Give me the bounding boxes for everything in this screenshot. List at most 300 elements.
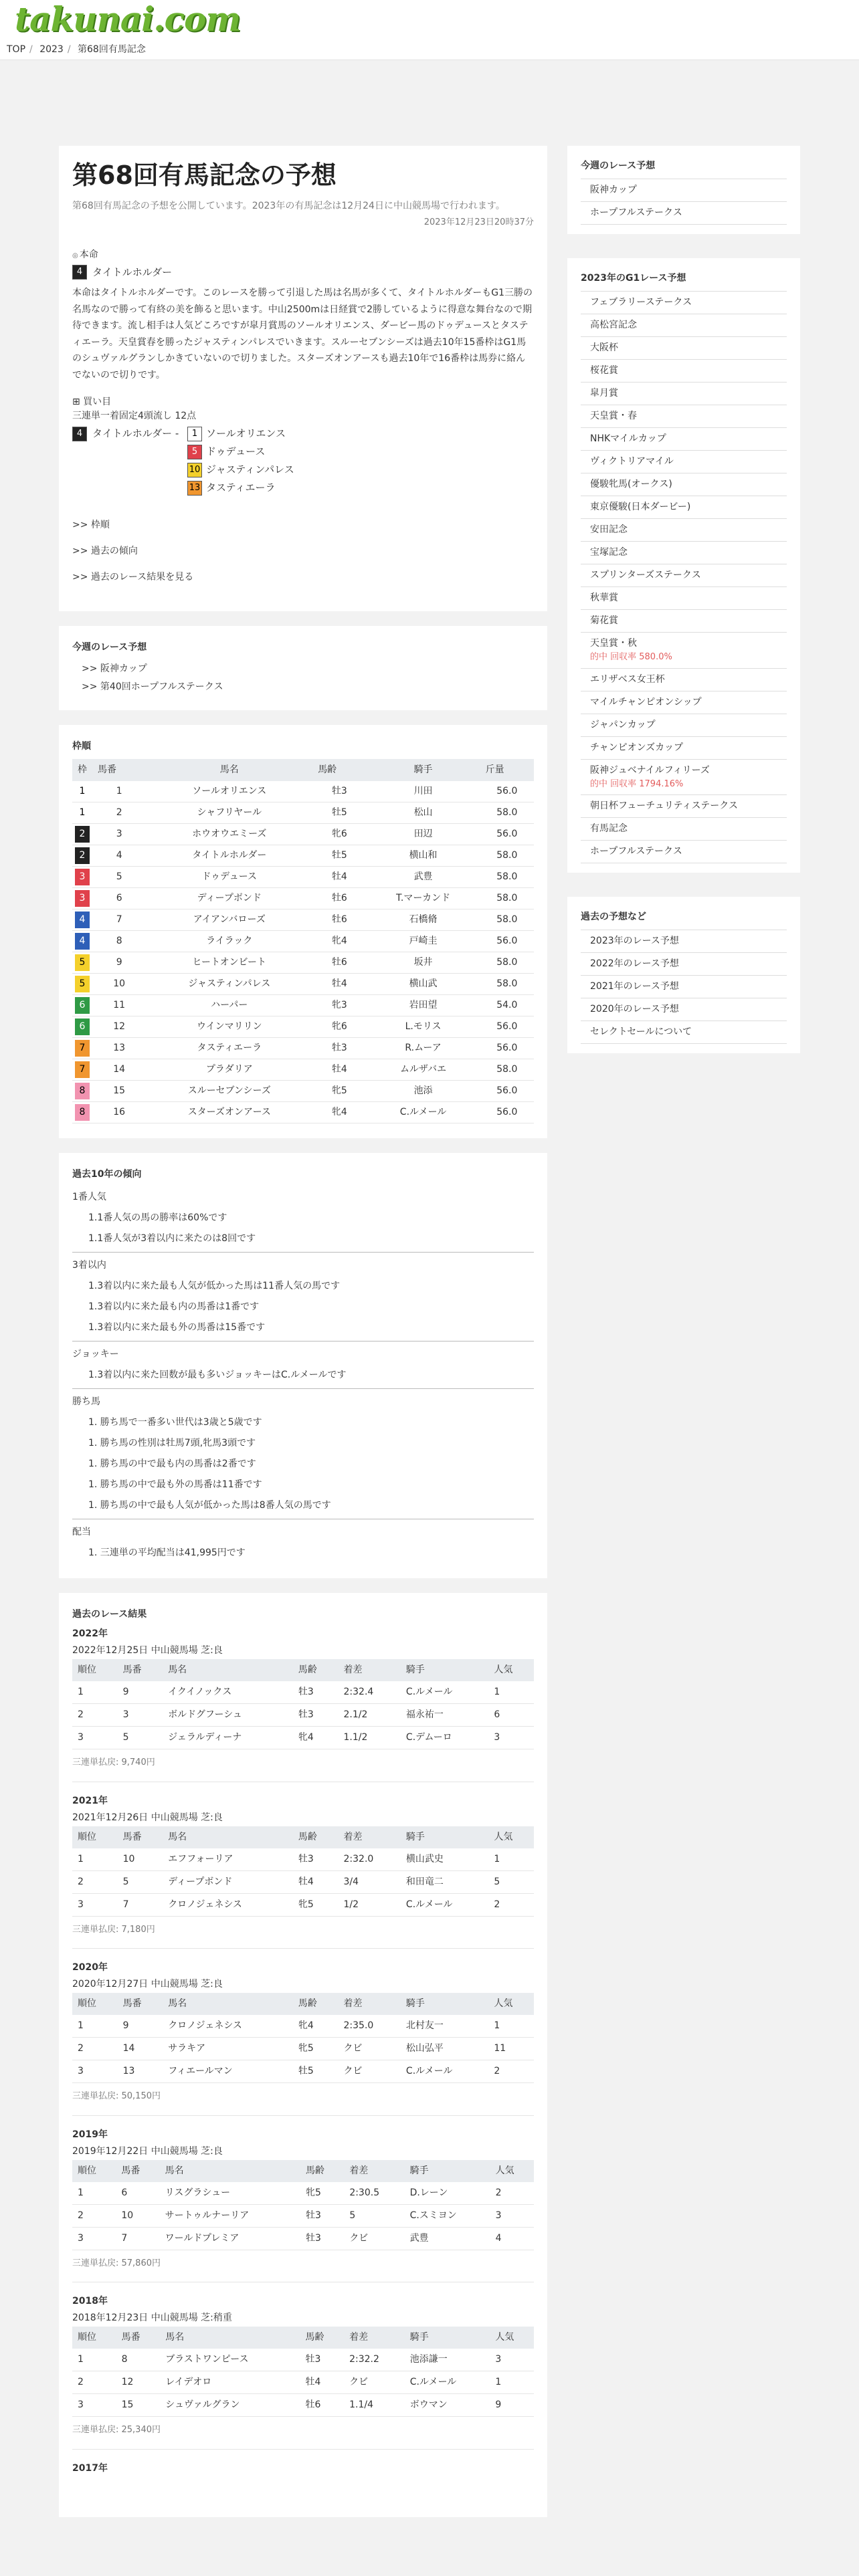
sidebar-link[interactable]: ホープフルステークス [590, 207, 682, 218]
sidebar-item [581, 795, 787, 818]
sidebar-item [581, 519, 787, 542]
table-cell: C.スミヨン [405, 2204, 490, 2227]
waku-cell [72, 888, 92, 909]
column-header: 人気 [490, 2160, 534, 2182]
waku-cell [72, 824, 92, 845]
table-cell: 7 [116, 2227, 159, 2250]
breadcrumb: TOP / 2023 / 第68回有馬記念 [0, 39, 859, 60]
table-cell: 2 [72, 2204, 116, 2227]
horse-age: 牝4 [312, 931, 366, 952]
jockey: 池添 [367, 1081, 480, 1102]
table-row [72, 1870, 534, 1893]
table-cell: クロノジェネシス [163, 2015, 293, 2038]
column-header: 馬番 [116, 2160, 159, 2182]
table-cell: サートゥルナーリア [160, 2204, 300, 2227]
jockey: 横山和 [367, 845, 480, 867]
horse-age: 牡3 [312, 1038, 366, 1059]
weight: 58.0 [480, 952, 534, 974]
table-cell: 池添謙一 [405, 2349, 490, 2371]
table-cell: 3 [488, 1727, 534, 1749]
table-cell: 牡4 [300, 2371, 345, 2394]
column-header: 馬番 [118, 1826, 163, 1848]
buy-opponent: 13 タスティエーラ [187, 480, 276, 496]
results-table [72, 1659, 534, 1749]
year-block [72, 2128, 534, 2283]
year-title: 2021年 [72, 1795, 108, 1806]
table-cell: 牡5 [293, 2060, 339, 2083]
table-row [72, 1081, 534, 1102]
table-cell: 牡4 [293, 1870, 339, 1893]
table-cell: 牡3 [300, 2349, 345, 2371]
column-header: 着差 [344, 2327, 405, 2349]
buy-axis: 4 タイトルホルダー - [72, 426, 179, 441]
sidebar-item [581, 564, 787, 587]
table-cell: 牡3 [293, 1704, 339, 1727]
divider [72, 1388, 534, 1389]
race-meta: 2021年12月26日 中山競馬場 芝:良 [72, 1812, 223, 1823]
trend-category: 勝ち馬 [72, 1396, 100, 1408]
results-table [72, 2327, 534, 2417]
table-row [72, 2227, 534, 2250]
sidebar-link[interactable]: セレクトセールについて [590, 1027, 692, 1037]
trend-item: 1.3着以内に来た最も人気が低かった馬は11番人気の馬です [88, 1281, 341, 1292]
weight: 58.0 [480, 909, 534, 931]
column-header: 人気 [488, 1826, 534, 1848]
table-cell: D.レーン [405, 2182, 490, 2205]
column-header: 馬名 [160, 2160, 300, 2182]
sidebar-item [581, 998, 787, 1021]
sidebar-link[interactable]: 桜花賞 [590, 365, 618, 376]
link-past-results[interactable]: >> 過去のレース結果を見る [72, 572, 194, 583]
table-cell: ボウマン [405, 2394, 490, 2417]
article-body: 本命はタイトルホルダーです。このレースを勝って引退した馬は名馬が多くて、タイトルホルダーもG1三勝の名馬なので勝って有終の美を飾ると思います。中山2500mは日経賞で2勝しているように得意な舞台なので期待できます。流し相手は人気どころですが皐月賞馬のソールオリエンス、ダービー馬のドゥデュースとタスティエーラ。天皇賞春を勝ったジャスティンパレスでいきます。スルーセブンシーズは過去10年15番枠はG1馬のシュヴァルグランしかきていないので切りました。スターズオンアースも過去10年で16番枠は馬券に絡んでないので切りです。 [72, 288, 533, 381]
sidebar-item [581, 818, 787, 841]
results-title: 過去のレース結果 [72, 1609, 147, 1620]
column-header: 人気 [488, 1993, 534, 2015]
sidebar-item [581, 610, 787, 633]
sidebar-link[interactable]: 有馬記念 [590, 823, 628, 834]
weight: 58.0 [480, 802, 534, 824]
table-cell: 7 [118, 1893, 163, 1916]
sidebar-item [581, 737, 787, 760]
jockey: 川田 [367, 781, 480, 802]
sidebar-item [581, 841, 787, 863]
table-row [72, 909, 534, 931]
sidebar-link[interactable]: 朝日杯フューチュリティステークス [590, 800, 739, 811]
waku-cell [72, 909, 92, 931]
horse-name: ソールオリエンス [146, 781, 312, 802]
sidebar-link[interactable]: 2023年のレース予想 [590, 936, 679, 946]
table-row [72, 931, 534, 952]
weight: 56.0 [480, 1038, 534, 1059]
table-row [72, 867, 534, 888]
table-cell: クビ [344, 2371, 405, 2394]
horse-number: 15 [92, 1081, 146, 1102]
table-cell: 14 [118, 2038, 163, 2060]
buy-opponent: 1 ソールオリエンス [187, 426, 286, 441]
link-waku[interactable]: >> 枠順 [72, 520, 110, 531]
table-row [72, 1893, 534, 1916]
honmei-heading: ◎ 本命 [72, 249, 98, 260]
horse-name: スルーセブンシーズ [146, 1081, 312, 1102]
table-row [72, 2349, 534, 2371]
sidebar-link[interactable]: 優駿牝馬(オークス) [590, 479, 672, 490]
table-row [72, 1038, 534, 1059]
table-row [72, 1848, 534, 1871]
column-header: 着差 [339, 1993, 401, 2015]
table-row [72, 2182, 534, 2205]
trends-title: 過去10年の傾向 [72, 1169, 142, 1180]
table-row [72, 2204, 534, 2227]
table-cell: C.ルメール [405, 2371, 490, 2394]
table-row [72, 2394, 534, 2417]
table-cell: 3 [490, 2204, 534, 2227]
column-header: 順位 [72, 1993, 118, 2015]
table-cell: 3 [118, 1704, 163, 1727]
table-cell: 2:35.0 [339, 2015, 401, 2038]
sidebar-g1: 2023年のG1レース予想 フェブラリーステークス 高松宮記念 大阪杯 桜花賞 皐月賞 天皇賞・春 NHKマイルカップ ヴィクトリアマイル 優駿牝馬(オークス) 東京優駿(日本ダービー) 安田記念 宝塚記念 スプリンターズステークス 秋華賞 菊花賞 天皇賞・秋 的中 回収率 580.0% エリザベス女王杯 マイルチャンピオンシップ ジャパンカップ チャンピオンズカップ 阪神ジュベナイルフィリーズ 的中 回収率 1794.16% 朝日杯フューチュリティステークス 有馬記念 ホープフルステークス [567, 258, 800, 873]
sidebar-link[interactable]: エリザベス女王杯 [590, 673, 665, 685]
waku-badge: 4 [75, 933, 90, 950]
jockey: 武豊 [367, 867, 480, 888]
sidebar-link[interactable]: 2020年のレース予想 [590, 1004, 679, 1014]
table-cell: 3 [72, 2227, 116, 2250]
table-cell: 1 [488, 1848, 534, 1871]
race-meta: 2022年12月25日 中山競馬場 芝:良 [72, 1645, 223, 1656]
table-cell: 1 [488, 1681, 534, 1704]
race-meta: 2018年12月23日 中山競馬場 芝:稍重 [72, 2313, 232, 2324]
results-table [72, 2160, 534, 2250]
sidebar-link[interactable]: 秋華賞 [590, 593, 618, 603]
sidebar-link[interactable]: 阪神ジュベナイルフィリーズ [590, 764, 710, 776]
weight: 54.0 [480, 995, 534, 1016]
sidebar-link[interactable]: ジャパンカップ [590, 719, 656, 730]
jockey: 坂井 [367, 952, 480, 974]
sidebar-link[interactable]: スプリンターズステークス [590, 570, 701, 580]
weekly-link[interactable]: >> 阪神カップ [82, 663, 147, 675]
column-header: 馬齢 [300, 2160, 344, 2182]
table-cell: ボルドグフーシュ [163, 1704, 293, 1727]
site-logo[interactable]: takunai.com [15, 0, 241, 39]
waku-badge: 7 [75, 1040, 90, 1057]
table-cell: 牡3 [293, 1848, 339, 1871]
table-row [72, 1704, 534, 1727]
sidebar-link[interactable]: 菊花賞 [590, 615, 618, 626]
table-cell: 牝5 [300, 2182, 344, 2205]
horse-number: 7 [92, 909, 146, 931]
horse-name: ホウオウエミーズ [146, 824, 312, 845]
sidebar-link[interactable]: 2021年のレース予想 [590, 981, 679, 992]
table-cell: 牝5 [293, 2038, 339, 2060]
column-header: 順位 [72, 1659, 118, 1681]
sidebar-link[interactable]: ヴィクトリアマイル [590, 456, 674, 467]
column-header: 着差 [339, 1826, 401, 1848]
trend-item: 1. 勝ち馬の性別は牡馬7頭,牝馬3頭です [88, 1438, 256, 1449]
sidebar-link[interactable]: フェブラリーステークス [590, 297, 692, 308]
table-cell: 牝4 [293, 2015, 339, 2038]
waku-badge: 5 [75, 954, 90, 971]
horse-number: 16 [92, 1102, 146, 1123]
waku-cell [72, 802, 92, 824]
table-row [72, 1016, 534, 1038]
waku-cell [72, 952, 92, 974]
weight: 56.0 [480, 1102, 534, 1123]
table-cell: 9 [490, 2394, 534, 2417]
waku-badge: 5 [75, 976, 90, 992]
table-cell: 福永祐一 [401, 1704, 488, 1727]
column-header: 順位 [72, 1826, 118, 1848]
table-cell: 13 [118, 2060, 163, 2083]
waku-cell [72, 974, 92, 995]
column-header: 馬名 [163, 1659, 293, 1681]
column-header: 馬齢 [300, 2327, 345, 2349]
table-cell: クビ [339, 2060, 401, 2083]
sidebar-link[interactable]: 大阪杯 [590, 342, 618, 353]
article-timestamp: 2023年12月23日20時37分 [423, 217, 534, 228]
jockey: T.マーカンド [367, 888, 480, 909]
year-block [72, 1961, 534, 2116]
waku-title: 枠順 [72, 741, 91, 752]
trend-item: 1. 勝ち馬で一番多い世代は3歳と5歳です [88, 1417, 262, 1428]
table-cell: 1/2 [339, 1893, 401, 1916]
table-cell: 1 [72, 2182, 116, 2205]
table-cell: シュヴァルグラン [160, 2394, 300, 2417]
horse-name: ドゥデュース [146, 867, 312, 888]
table-cell: イクイノックス [163, 1681, 293, 1704]
sidebar-link[interactable]: 東京優駿(日本ダービー) [590, 502, 691, 512]
table-cell: 2:32.4 [339, 1681, 401, 1704]
table-cell: 5 [344, 2204, 404, 2227]
buy-heading: ⊞ 買い目 [72, 397, 112, 408]
site-header [0, 0, 859, 39]
table-cell: 11 [488, 2038, 534, 2060]
sidebar-item [581, 383, 787, 405]
article-lead: 第68回有馬記念の予想を公開しています。2023年の有馬記念は12月24日に中山競馬場で行われます。 [72, 200, 505, 211]
table-cell: ディープボンド [163, 1870, 293, 1893]
sidebar-link[interactable]: 宝塚記念 [590, 547, 628, 558]
sidebar-item [581, 587, 787, 610]
trends-card [59, 1153, 547, 1578]
sidebar-item [581, 930, 787, 953]
breadcrumb-year[interactable]: 2023 [39, 44, 64, 55]
waku-badge: 3 [75, 890, 90, 907]
table-cell: 牡3 [300, 2204, 344, 2227]
trend-category: ジョッキー [72, 1349, 119, 1360]
trend-item: 1. 三連単の平均配当は41,995円です [88, 1547, 246, 1559]
waku-cell [72, 995, 92, 1016]
table-cell: C.ルメール [401, 1893, 488, 1916]
table-header [72, 2160, 534, 2182]
table-cell: 2 [488, 1893, 534, 1916]
sidebar-link[interactable]: ホープフルステークス [590, 846, 682, 857]
sidebar-link[interactable]: 皐月賞 [590, 388, 618, 399]
horse-number: 3 [92, 824, 146, 845]
table-cell: 3 [72, 1893, 118, 1916]
divider [72, 1252, 534, 1253]
race-meta: 2020年12月27日 中山競馬場 芝:良 [72, 1979, 223, 1990]
table-cell: 1 [488, 2015, 534, 2038]
link-trends[interactable]: >> 過去の傾向 [72, 546, 138, 557]
sidebar-link[interactable]: 阪神カップ [590, 185, 637, 195]
waku-badge: 4 [75, 911, 90, 928]
horse-name: ウインマリリン [146, 1016, 312, 1038]
table-cell: 8 [116, 2349, 161, 2371]
sidebar-item [581, 542, 787, 564]
horse-name: タスティエーラ [146, 1038, 312, 1059]
column-header: 順位 [72, 2160, 116, 2182]
sidebar-link[interactable]: 天皇賞・秋 [590, 638, 637, 649]
buy-opponent: 5 ドゥデュース [187, 444, 265, 459]
sidebar-link[interactable]: 高松宮記念 [590, 320, 637, 330]
waku-card [59, 725, 547, 1138]
weight: 56.0 [480, 1081, 534, 1102]
jockey: L.モリス [367, 1016, 480, 1038]
table-cell: 1 [490, 2371, 534, 2394]
horse-number: 13 [92, 1038, 146, 1059]
table-cell: 2 [72, 1704, 118, 1727]
sidebar-link[interactable]: 天皇賞・春 [590, 411, 637, 421]
table-cell: 10 [116, 2204, 159, 2227]
payout: 三連単払戻: 50,150円 [72, 2091, 161, 2102]
sidebar [567, 146, 800, 1077]
table-cell: クビ [339, 2038, 401, 2060]
waku-cell [72, 1016, 92, 1038]
table-cell: 6 [488, 1704, 534, 1727]
waku-cell [72, 845, 92, 867]
column-header: 騎手 [405, 2327, 490, 2349]
circle-icon: ◎ [72, 251, 78, 259]
payout: 三連単払戻: 57,860円 [72, 2258, 161, 2268]
column-header: 馬番 [118, 1993, 163, 2015]
sidebar-item [581, 691, 787, 714]
year-block [72, 1627, 534, 1782]
horse-age: 牡4 [312, 974, 366, 995]
weekly-title: 今週のレース予想 [72, 642, 147, 653]
horse-name: ジャスティンパレス [146, 974, 312, 995]
waku-badge: 4 [72, 427, 87, 441]
table-cell: 1.1/2 [339, 1727, 401, 1749]
sidebar-item [581, 953, 787, 976]
horse-name: タイトルホルダー [146, 845, 312, 867]
year-block [72, 1794, 534, 1949]
table-cell: 1.1/4 [344, 2394, 405, 2417]
jockey: 岩田望 [367, 995, 480, 1016]
sidebar-item [581, 633, 787, 669]
trend-category: 1番人気 [72, 1192, 106, 1203]
results-table [72, 1993, 534, 2083]
sidebar-item [581, 1021, 787, 1044]
sidebar-item [581, 314, 787, 337]
sidebar-link[interactable]: NHKマイルカップ [590, 433, 666, 444]
table-cell: クロノジェネシス [163, 1893, 293, 1916]
year-title: 2022年 [72, 1628, 108, 1640]
table-cell: 北村友一 [401, 2015, 488, 2038]
weight: 58.0 [480, 974, 534, 995]
year-block [72, 2462, 534, 2490]
table-cell: 3/4 [339, 1870, 401, 1893]
race-meta: 2019年12月22日 中山競馬場 芝:良 [72, 2145, 223, 2157]
horse-number: 6 [92, 888, 146, 909]
trend-item: 1.1番人気が3着以内に来たのは8回です [88, 1233, 256, 1245]
table-cell: 3 [72, 2060, 118, 2083]
column-header: 騎手 [401, 1659, 488, 1681]
sidebar-item [581, 202, 787, 225]
waku-badge: 3 [75, 869, 90, 885]
waku-cell [72, 931, 92, 952]
horse-age: 牝5 [312, 1081, 366, 1102]
horse-number: 12 [92, 1016, 146, 1038]
table-cell: ブラストワンピース [160, 2349, 300, 2371]
honmei-horse [72, 265, 534, 280]
horse-age: 牝4 [312, 1102, 366, 1123]
horse-name: シャフリヤール [146, 802, 312, 824]
column-header: 馬番 [118, 1659, 163, 1681]
waku-badge: 8 [75, 1104, 90, 1121]
jockey: ムルザバエ [367, 1059, 480, 1081]
horse-age: 牡4 [312, 1059, 366, 1081]
sidebar-link[interactable]: チャンピオンズカップ [590, 742, 684, 753]
column-header: 着差 [344, 2160, 404, 2182]
horse-number: 14 [92, 1059, 146, 1081]
year-title: 2020年 [72, 1962, 108, 1973]
table-cell: 5 [488, 1870, 534, 1893]
year-block [72, 2294, 534, 2450]
sidebar-link[interactable]: マイルチャンピオンシップ [590, 696, 702, 708]
table-cell: ワールドプレミア [160, 2227, 300, 2250]
weekly-link[interactable]: >> 第40回ホープフルステークス [82, 681, 223, 692]
column-header: 人気 [488, 1659, 534, 1681]
ticket-icon: ⊞ [72, 397, 84, 408]
table-cell: 1 [72, 2015, 118, 2038]
table-cell: 3 [72, 2394, 116, 2417]
jockey: C.ルメール [367, 1102, 480, 1123]
table-row [72, 952, 534, 974]
jockey: 松山 [367, 802, 480, 824]
table-cell: 5 [118, 1870, 163, 1893]
table-cell: ジェラルディーナ [163, 1727, 293, 1749]
breadcrumb-top[interactable]: TOP [7, 44, 26, 55]
table-cell: 10 [118, 1848, 163, 1871]
sidebar-item [581, 496, 787, 519]
horse-age: 牡4 [312, 867, 366, 888]
column-header: 人気 [490, 2327, 534, 2349]
buy-opponent: 10 ジャスティンパレス [187, 462, 294, 477]
table-cell: 4 [490, 2227, 534, 2250]
table-header [72, 2327, 534, 2349]
sidebar-item [581, 292, 787, 314]
sidebar-item [581, 405, 787, 428]
weight: 58.0 [480, 1059, 534, 1081]
table-cell: 2 [72, 1870, 118, 1893]
weight: 56.0 [480, 824, 534, 845]
horse-number: 5 [92, 867, 146, 888]
payout: 三連単払戻: 9,740円 [72, 1757, 155, 1768]
table-cell: レイデオロ [160, 2371, 300, 2394]
sidebar-link[interactable]: 2022年のレース予想 [590, 958, 679, 969]
trend-item: 1.3着以内に来た回数が最も多いジョッキーはC.ルメールです [88, 1370, 347, 1381]
waku-cell [72, 1059, 92, 1081]
horse-number: 1 [92, 781, 146, 802]
weight: 56.0 [480, 931, 534, 952]
column-header: 馬名 [163, 1993, 293, 2015]
article-card [59, 146, 547, 611]
horse-age: 牡6 [312, 909, 366, 931]
jockey: 石橋脩 [367, 909, 480, 931]
waku-cell [72, 867, 92, 888]
sidebar-link[interactable]: 安田記念 [590, 524, 628, 535]
table-cell: 和田竜二 [401, 1870, 488, 1893]
horse-age: 牝3 [312, 995, 366, 1016]
